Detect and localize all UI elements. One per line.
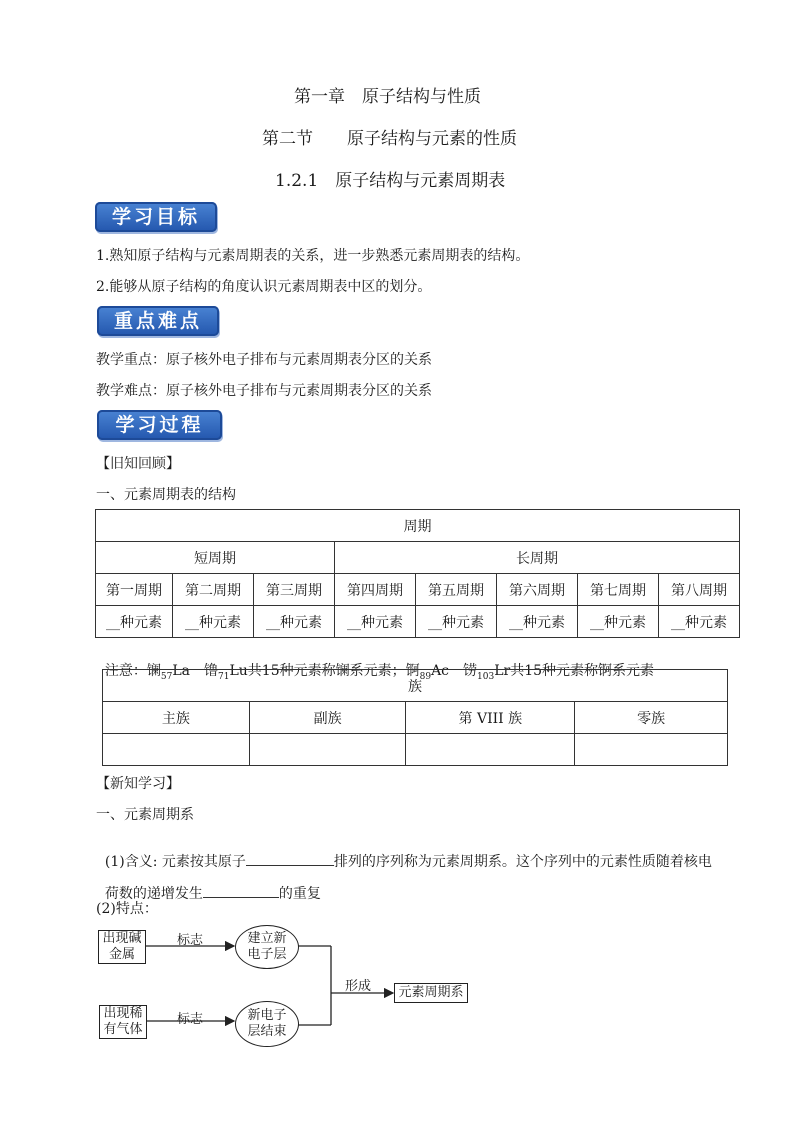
- lanthanide-note: 注意：镧$_{57}$La－镥$_{71}$Lu共15种元素称镧系元素；锕$_{89}$Ac－铹$_{103}$Lr共15种元素称锕系元素: [104, 663, 655, 682]
- element-count-cell: __种元素: [254, 606, 335, 638]
- period-name: 第八周期: [659, 574, 740, 606]
- element-count-cell: __种元素: [96, 606, 173, 638]
- chapter-title: 第一章 原子结构与性质: [294, 87, 481, 107]
- teaching-difficulty: 教学难点：原子核外电子排布与元素周期表分区的关系: [96, 383, 432, 399]
- form-label: 形成: [345, 979, 372, 994]
- period-table-title: 周期: [96, 510, 740, 542]
- group-header: 零族: [575, 702, 728, 734]
- sign-label: 标志: [177, 933, 204, 948]
- noble-gas-box: 出现稀 有气体: [99, 1005, 147, 1039]
- element-count-cell: __种元素: [578, 606, 659, 638]
- period-name: 第三周期: [254, 574, 335, 606]
- goal-item: 2.能够从原子结构的角度认识元素周期表中区的划分。: [96, 279, 432, 295]
- section-title: 第二节 原子结构与元素的性质: [262, 129, 517, 149]
- element-count-cell: __种元素: [416, 606, 497, 638]
- keypoints-badge: 重点难点: [97, 306, 219, 336]
- group-table-title: 族: [103, 670, 728, 702]
- sign-label: 标志: [177, 1012, 204, 1027]
- element-count-cell: __种元素: [497, 606, 578, 638]
- new-heading: 【新知学习】: [96, 776, 180, 792]
- definition-line-2: 荷数的递增发生 的重复: [104, 886, 321, 902]
- period-name: 第一周期: [96, 574, 173, 606]
- short-period-header: 短周期: [96, 542, 335, 574]
- group-header: 主族: [103, 702, 250, 734]
- shell-end-ellipse: 新电子 层结束: [235, 1001, 299, 1047]
- definition-line-1: (1)含义: 元素按其原子 排列的序列称为元素周期系。这个序列中的元素性质随着核电: [104, 854, 712, 870]
- long-period-header: 长周期: [335, 542, 740, 574]
- element-count-cell: __种元素: [659, 606, 740, 638]
- goal-item: 1.熟知原子结构与元素周期表的关系，进一步熟悉元素周期表的结构。: [96, 248, 530, 264]
- period-name: 第七周期: [578, 574, 659, 606]
- periodic-system-box: 元素周期系: [394, 983, 468, 1003]
- element-count-cell: __种元素: [173, 606, 254, 638]
- group-header: 第 VIII 族: [406, 702, 575, 734]
- review-subheading: 一、元素周期表的结构: [96, 487, 236, 503]
- new-subheading: 一、元素周期系: [96, 807, 194, 823]
- process-badge: 学习过程: [97, 410, 222, 440]
- period-name: 第六周期: [497, 574, 578, 606]
- goals-badge: 学习目标: [95, 202, 217, 232]
- lesson-title: 1.2.1 原子结构与元素周期表: [275, 171, 506, 191]
- feature-label: (2)特点：: [96, 901, 158, 917]
- review-heading: 【旧知回顾】: [96, 456, 180, 472]
- teaching-focus: 教学重点：原子核外电子排布与元素周期表分区的关系: [96, 352, 432, 368]
- element-count-cell: __种元素: [335, 606, 416, 638]
- alkali-metal-box: 出现碱 金属: [98, 930, 146, 964]
- period-name: 第五周期: [416, 574, 497, 606]
- period-name: 第四周期: [335, 574, 416, 606]
- new-shell-ellipse: 建立新 电子层: [235, 925, 299, 969]
- group-header: 副族: [249, 702, 406, 734]
- period-name: 第二周期: [173, 574, 254, 606]
